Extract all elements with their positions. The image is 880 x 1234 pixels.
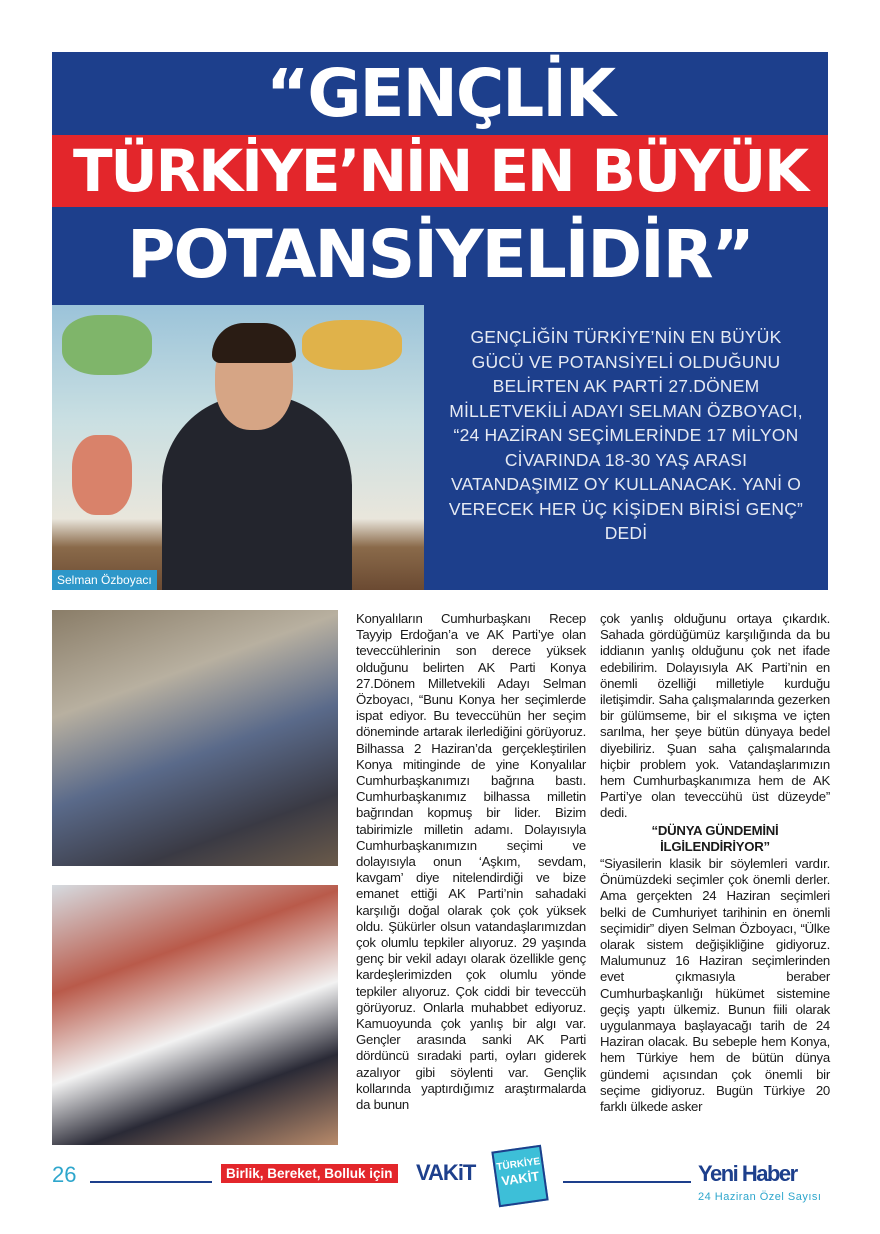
article-column-1 (356, 611, 586, 1113)
deck-summary: GENÇLİĞİN TÜRKİYE’NİN EN BÜYÜK GÜCÜ VE POTANSİYELİ OLDUĞUNU BELİRTEN AK PARTİ 27.DÖNEM MİLLETVEKİLİ ADAYI SELMAN ÖZBOYACI, “24 HAZİRAN SEÇİMLERİNDE 17 MİLYON CİVARINDA 18-30 YAŞ ARASI VATANDAŞIMIZ OY KULLANACAK. YANİ O VERECEK HER ÜÇ KİŞİDEN BİRİSİ GENÇ” DEDİ (424, 305, 828, 590)
page-number: 26 (52, 1162, 77, 1187)
article-paragraph: Konyalıların Cumhurbaşkanı Recep Tayyip Erdoğan’a ve AK Parti’ye olan teveccühlerinin son derece yüksek olduğunu belirten AK Parti Konya 27.Dönem Milletvekili Adayı Selman Özboyacı, “Bunu Konya her seçimlerde ispat ediyor. Bu teveccühün her seçim döneminde artarak ilerlediğini görüyoruz. Bilhassa 2 Haziran’da gerçekleştirilen Konya mitinginde de yine Konyalılar Cumhurbaşkanımızı bağrına bastı. Cumhurbaşkanımız bilhassa milletin bağrından kopmuş bir lider. Bizim tabirimizle milletin adamı. Dolayısıyla Cumhurbaşkanımızın seçimi ve dolayısıyla onun ‘Aşkım, sevdam, kavgam’ diye nitelendirdiği ve bize emanet ettiği AK Parti’nin sahadaki karşılığı doğal olarak çok çok yüksek oldu. Şükürler olsun vatandaşlarımızdan çok olumlu tepkiler alıyoruz. 29 yaşında genç bir vekil adayı olarak özellikle genç kardeşlerimizden çok olumlu yönde tepkiler alıyoruz. Çok ciddi bir teveccüh görüyoruz. Onlarla muhabbet ediyoruz. Kamuoyunda çok yanlış bir algı var. Gençler arasında sanki AK Parti dördüncü sıradaki parti, oyları giderek azalıyor gibi söylenti var. Gençlik kollarında yaptırdığımız araştırmalarda da bunun (356, 611, 586, 1113)
badge-line-1: TÜRKİYE (495, 1156, 541, 1174)
person-hair (212, 323, 296, 363)
campaign-photo-street (52, 885, 338, 1145)
campaign-photo-handshake (52, 610, 338, 866)
badge-line-2: VAKİT (500, 1168, 541, 1189)
footer-rule (90, 1181, 212, 1183)
article-paragraph: “Siyasilerin klasik bir söylemleri vardır. Önümüzdeki seçimler çok önemli derler. Ama gerçekten 24 Haziran seçimleri belki de Cumhuriyet tarihinin en önemli seçimidir” diyen Selman Özboyacı, “Ülke olarak sistem değişikliğine gidiyoruz. Malumunuz 16 Haziran seçimlerinden evet çıkmasıyla beraber Cumhurbaşkanlığı hükümet sistemine geçiş yaptı ülkemiz. Bunun fiili olarak uygulanmaya başlayacağı tarih de 24 Haziran olacak. Bu sebeple hem Konya, hem Türkiye hem de bütün dünya gündemi açısından çok önemli bir seçime gidiyoruz. Bugün Türkiye 20 farklı ülkede asker (600, 856, 830, 1115)
article-paragraph: çok yanlış olduğunu ortaya çıkardık. Sahada gördüğümüz karşılığında da bu iddianın yanlış olduğunu çok net ifade edebilirim. Dolayısıyla AK Parti’nin en önemli özelliği milletiyle kurduğu iletişimdir. Saha çalışmalarında gezerken bir gülümseme, bir el sıkışma ve içten sarılma, her şeye bütün dünyaya bedel diyebiliriz. Şuan saha çalışmalarında hiçbir problem yok. Vatandaşlarımızın hem Cumhurbaşkanımıza hem de AK Parti’ye olan teveccühü üst düzeyde” dedi. (600, 611, 830, 821)
footer-slogan: Birlik, Bereket, Bolluk için (221, 1164, 398, 1183)
headline-line-1: “GENÇLİK (265, 55, 615, 132)
yeni-haber-logo: Yeni Haber (698, 1161, 797, 1186)
map-region (72, 435, 132, 515)
turkiye-vakit-badge (491, 1145, 548, 1207)
map-region (62, 315, 152, 375)
article-column-2 (600, 611, 830, 1115)
photo-caption: Selman Özboyacı (52, 570, 157, 590)
article-subheading: “DÜNYA GÜNDEMİNİ İLGİLENDİRİYOR” (651, 822, 779, 854)
issue-label: 24 Haziran Özel Sayısı (698, 1191, 822, 1203)
headline-line-3: POTANSİYELİDİR” (127, 216, 753, 293)
vakit-logo: VAKiT (416, 1160, 476, 1185)
headline-banner (52, 52, 828, 305)
headline-line-2: TÜRKİYE’NİN EN BÜYÜK (72, 137, 808, 205)
portrait-photo (52, 305, 424, 590)
map-region (302, 320, 402, 370)
footer-rule (563, 1181, 691, 1183)
